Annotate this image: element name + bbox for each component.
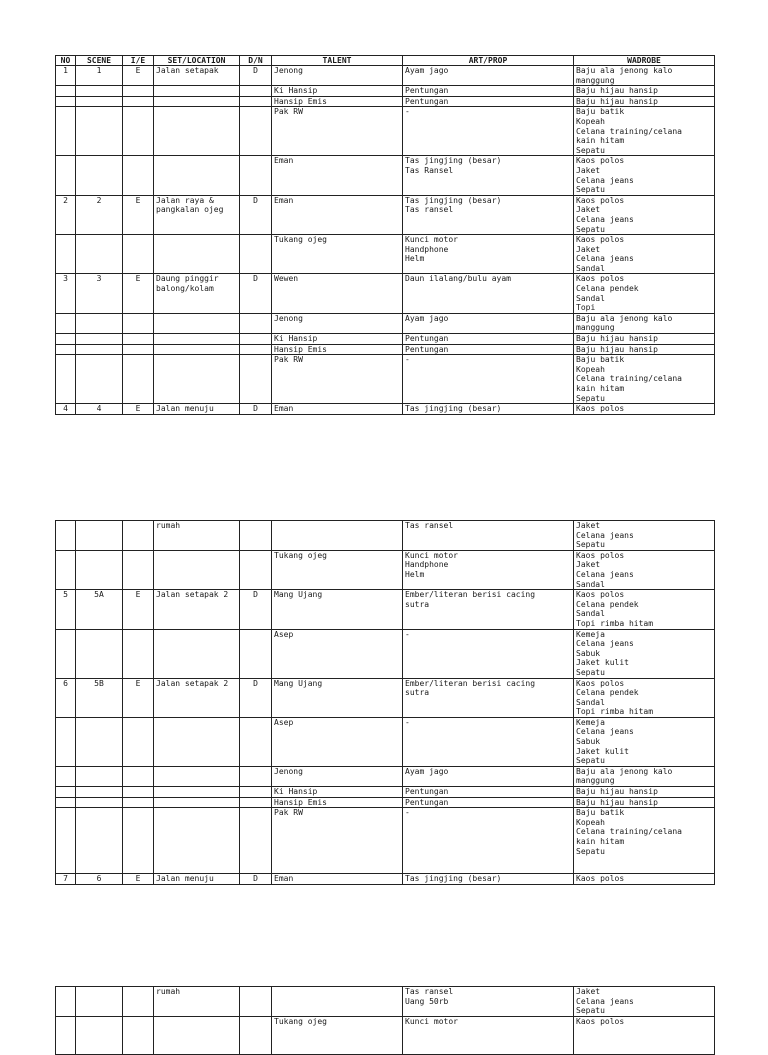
table-cell: Tas jingjing (besar) [403,874,574,885]
table-cell [123,987,154,1017]
table-cell: - [403,355,574,404]
column-header: TALENT [272,56,403,66]
table-cell: - [403,629,574,678]
table-cell: E [123,874,154,885]
table-cell [56,355,76,404]
table-cell: Baju ala jenong kalo manggung [574,313,715,333]
table-cell [154,344,240,355]
table-cell [240,156,272,195]
table-cell [154,1016,240,1054]
table-cell: Wewen [272,274,403,313]
table-header [56,56,715,66]
table-cell: Kaos polos Jaket Celana jeans Sepatu [574,195,715,234]
column-header: I/E [123,56,154,66]
table-cell [123,156,154,195]
table-cell: Hansip Emis [272,344,403,355]
table-cell [56,987,76,1017]
table-cell: Baju ala jenong kalo manggung [574,66,715,86]
table-cell: Kaos polos Jaket Celana jeans Sepatu [574,156,715,195]
table-cell: Baju ala jenong kalo manggung [574,766,715,786]
table-cell [240,797,272,808]
table-row [56,787,715,798]
table-cell [240,629,272,678]
table-cell [76,156,123,195]
table-cell: D [240,274,272,313]
table-cell [272,521,403,551]
table-cell [76,355,123,404]
table-cell [154,96,240,107]
table-cell [56,521,76,551]
table-cell: Eman [272,195,403,234]
table-cell [76,313,123,333]
table-cell [76,235,123,274]
table-cell: Ki Hansip [272,86,403,97]
table-cell [76,797,123,808]
table-cell: 7 [56,874,76,885]
table-cell [123,550,154,589]
table-cell: Eman [272,404,403,415]
table-cell [154,355,240,404]
table-cell: Jenong [272,766,403,786]
table-cell: Tas ransel [403,521,574,551]
breakdown-table-2 [55,520,715,885]
table-cell: Ayam jago [403,766,574,786]
table-cell [154,550,240,589]
table-row [56,797,715,808]
table-cell: Tas jingjing (besar) Tas Ransel [403,156,574,195]
table-cell [123,1016,154,1054]
table-cell: Pentungan [403,344,574,355]
table-cell: E [123,590,154,629]
table-cell: rumah [154,987,240,1017]
table-cell [123,797,154,808]
table-cell: Eman [272,874,403,885]
table-cell: D [240,874,272,885]
table-cell [240,766,272,786]
table-cell: 4 [56,404,76,415]
table-cell: Ember/literan berisi cacing sutra [403,678,574,717]
table-cell [56,96,76,107]
table-cell [123,334,154,345]
table-cell: Kaos polos Celana pendek Sandal Topi rimba hitam [574,590,715,629]
table-cell [56,86,76,97]
table-cell: Baju batik Kopeah Celana training/celana kain hitam Sepatu [574,808,715,874]
table-cell [56,156,76,195]
column-header: SET/LOCATION [154,56,240,66]
table-cell: Jalan setapak 2 [154,590,240,629]
table-cell [56,235,76,274]
table-cell: Tukang ojeg [272,1016,403,1054]
column-header: ART/PROP [403,56,574,66]
table-cell: Ki Hansip [272,334,403,345]
table-cell: Kaos polos [574,1016,715,1054]
table-cell: Tukang ojeg [272,235,403,274]
table-cell [154,629,240,678]
table-row [56,590,715,629]
table-cell: Jaket Celana jeans Sepatu [574,987,715,1017]
table-cell [154,86,240,97]
table-cell: Pak RW [272,355,403,404]
table-cell: Pak RW [272,808,403,874]
column-header: NO [56,56,76,66]
table-cell [240,808,272,874]
table-row [56,195,715,234]
table-cell [76,787,123,798]
table-cell: Daung pinggir balong/kolam [154,274,240,313]
table-row [56,66,715,86]
table-cell: E [123,274,154,313]
table-cell: 2 [76,195,123,234]
table-cell [154,313,240,333]
table-cell [123,96,154,107]
table-cell: Mang Ujang [272,590,403,629]
table-cell: D [240,195,272,234]
table-cell: Kaos polos [574,404,715,415]
table-cell: Pentungan [403,787,574,798]
table-cell [76,86,123,97]
table-cell: Pak RW [272,107,403,156]
table-cell: Hansip Emis [272,797,403,808]
table-body [56,987,715,1055]
table-row [56,107,715,156]
table-cell [56,766,76,786]
table-cell: D [240,590,272,629]
table-cell [56,344,76,355]
table-cell: Kaos polos [574,874,715,885]
table-cell: - [403,107,574,156]
table-cell: Pentungan [403,86,574,97]
breakdown-table-1 [55,55,715,415]
table-cell [76,629,123,678]
table-cell: Baju batik Kopeah Celana training/celana kain hitam Sepatu [574,107,715,156]
table-cell: - [403,717,574,766]
table-cell [76,987,123,1017]
table-cell: Kaos polos Jaket Celana jeans Sandal [574,550,715,589]
table-cell: 1 [76,66,123,86]
table-cell: E [123,404,154,415]
table-body [56,521,715,885]
table-cell [123,766,154,786]
table-cell: 5A [76,590,123,629]
table-cell [272,987,403,1017]
table-cell: Kunci motor Handphone Helm [403,550,574,589]
table-cell [154,156,240,195]
table-row [56,678,715,717]
table-cell: Jalan menuju [154,404,240,415]
table-cell: Asep [272,717,403,766]
table-cell: Daun ilalang/bulu ayam [403,274,574,313]
table-cell [154,808,240,874]
table-cell [240,717,272,766]
table-cell [154,766,240,786]
table-cell [56,1016,76,1054]
table-cell [240,313,272,333]
table-cell: D [240,404,272,415]
table-row [56,808,715,874]
table-cell: Baju hijau hansip [574,86,715,97]
table-cell [123,787,154,798]
breakdown-table-3 [55,986,715,1055]
table-cell: Jalan raya & pangkalan ojeg [154,195,240,234]
column-header: WADROBE [574,56,715,66]
table-row [56,344,715,355]
table-cell: Tas ransel Uang 50rb [403,987,574,1017]
table-cell: Baju batik Kopeah Celana training/celana kain hitam Sepatu [574,355,715,404]
table-row [56,156,715,195]
table-row [56,550,715,589]
table-cell [154,107,240,156]
table-cell [240,86,272,97]
table-row [56,96,715,107]
table-cell: Tukang ojeg [272,550,403,589]
table-cell [56,808,76,874]
table-cell: Baju hijau hansip [574,787,715,798]
table-cell: E [123,195,154,234]
table-row [56,274,715,313]
table-cell [76,766,123,786]
table-cell: Pentungan [403,334,574,345]
table-cell: 6 [56,678,76,717]
table-cell: Baju hijau hansip [574,797,715,808]
table-row [56,313,715,333]
table-cell: 4 [76,404,123,415]
table-cell: Tas jingjing (besar) [403,404,574,415]
table-cell: 5B [76,678,123,717]
table-cell: Jalan menuju [154,874,240,885]
table-cell [123,86,154,97]
table-row [56,521,715,551]
table-cell [240,96,272,107]
table-cell: Jenong [272,66,403,86]
table-cell: Kemeja Celana jeans Sabuk Jaket kulit Sepatu [574,629,715,678]
table-cell [76,334,123,345]
table-cell [240,344,272,355]
table-row [56,235,715,274]
table-cell: 1 [56,66,76,86]
table-cell: 3 [56,274,76,313]
table-cell: - [403,808,574,874]
table-cell: Baju hijau hansip [574,344,715,355]
table-row [56,404,715,415]
column-header: D/N [240,56,272,66]
table-cell [240,787,272,798]
table-cell [154,717,240,766]
table-cell [240,334,272,345]
table-cell: Hansip Emis [272,96,403,107]
table-cell: Ayam jago [403,313,574,333]
table-cell [56,629,76,678]
table-cell [56,334,76,345]
table-cell: Eman [272,156,403,195]
table-cell: Mang Ujang [272,678,403,717]
table-cell: Kaos polos Jaket Celana jeans Sandal [574,235,715,274]
table-cell: Kunci motor Handphone Helm [403,235,574,274]
table-cell: D [240,678,272,717]
table-cell: Jaket Celana jeans Sepatu [574,521,715,551]
table-cell [76,107,123,156]
table-cell [76,808,123,874]
table-row [56,1016,715,1054]
table-cell: 2 [56,195,76,234]
table-cell [240,235,272,274]
table-cell [123,717,154,766]
table-cell [56,550,76,589]
table-row [56,717,715,766]
column-header: SCENE [76,56,123,66]
table-cell [123,313,154,333]
table-cell: Ayam jago [403,66,574,86]
table-cell [76,521,123,551]
table-cell: Pentungan [403,96,574,107]
table-cell: 3 [76,274,123,313]
table-cell: Jenong [272,313,403,333]
table-cell [240,987,272,1017]
table-row [56,629,715,678]
table-cell [154,797,240,808]
table-cell: Baju hijau hansip [574,334,715,345]
table-cell [240,107,272,156]
table-body [56,66,715,415]
table-cell: Pentungan [403,797,574,808]
table-cell: Asep [272,629,403,678]
table-cell: Kunci motor [403,1016,574,1054]
table-cell [56,787,76,798]
table-cell [240,521,272,551]
table-cell: Jalan setapak [154,66,240,86]
table-row [56,334,715,345]
table-cell [123,629,154,678]
table-cell [123,107,154,156]
table-row [56,874,715,885]
table-cell: 5 [56,590,76,629]
table-cell [240,1016,272,1054]
table-cell: Baju hijau hansip [574,96,715,107]
table-cell: Kaos polos Celana pendek Sandal Topi [574,274,715,313]
table-cell: Ki Hansip [272,787,403,798]
table-row [56,355,715,404]
table-cell [76,1016,123,1054]
table-cell [154,235,240,274]
table-cell [76,96,123,107]
table-cell: Tas jingjing (besar) Tas ransel [403,195,574,234]
table-cell: E [123,678,154,717]
table-cell: Jalan setapak 2 [154,678,240,717]
table-cell: Kaos polos Celana pendek Sandal Topi rimba hitam [574,678,715,717]
table-cell [76,344,123,355]
table-cell: 6 [76,874,123,885]
table-cell [123,355,154,404]
table-cell [123,808,154,874]
table-cell [240,550,272,589]
table-row [56,766,715,786]
table-cell [123,521,154,551]
table-cell [123,235,154,274]
table-cell [154,787,240,798]
table-cell: E [123,66,154,86]
table-cell [56,107,76,156]
table-cell: rumah [154,521,240,551]
table-cell [76,717,123,766]
table-cell [76,550,123,589]
table-cell [123,344,154,355]
table-row [56,987,715,1017]
table-cell: D [240,66,272,86]
table-cell [56,797,76,808]
table-row [56,86,715,97]
table-cell [240,355,272,404]
table-cell [154,334,240,345]
table-cell [56,717,76,766]
table-cell: Ember/literan berisi cacing sutra [403,590,574,629]
table-cell: Kemeja Celana jeans Sabuk Jaket kulit Sepatu [574,717,715,766]
table-cell [56,313,76,333]
